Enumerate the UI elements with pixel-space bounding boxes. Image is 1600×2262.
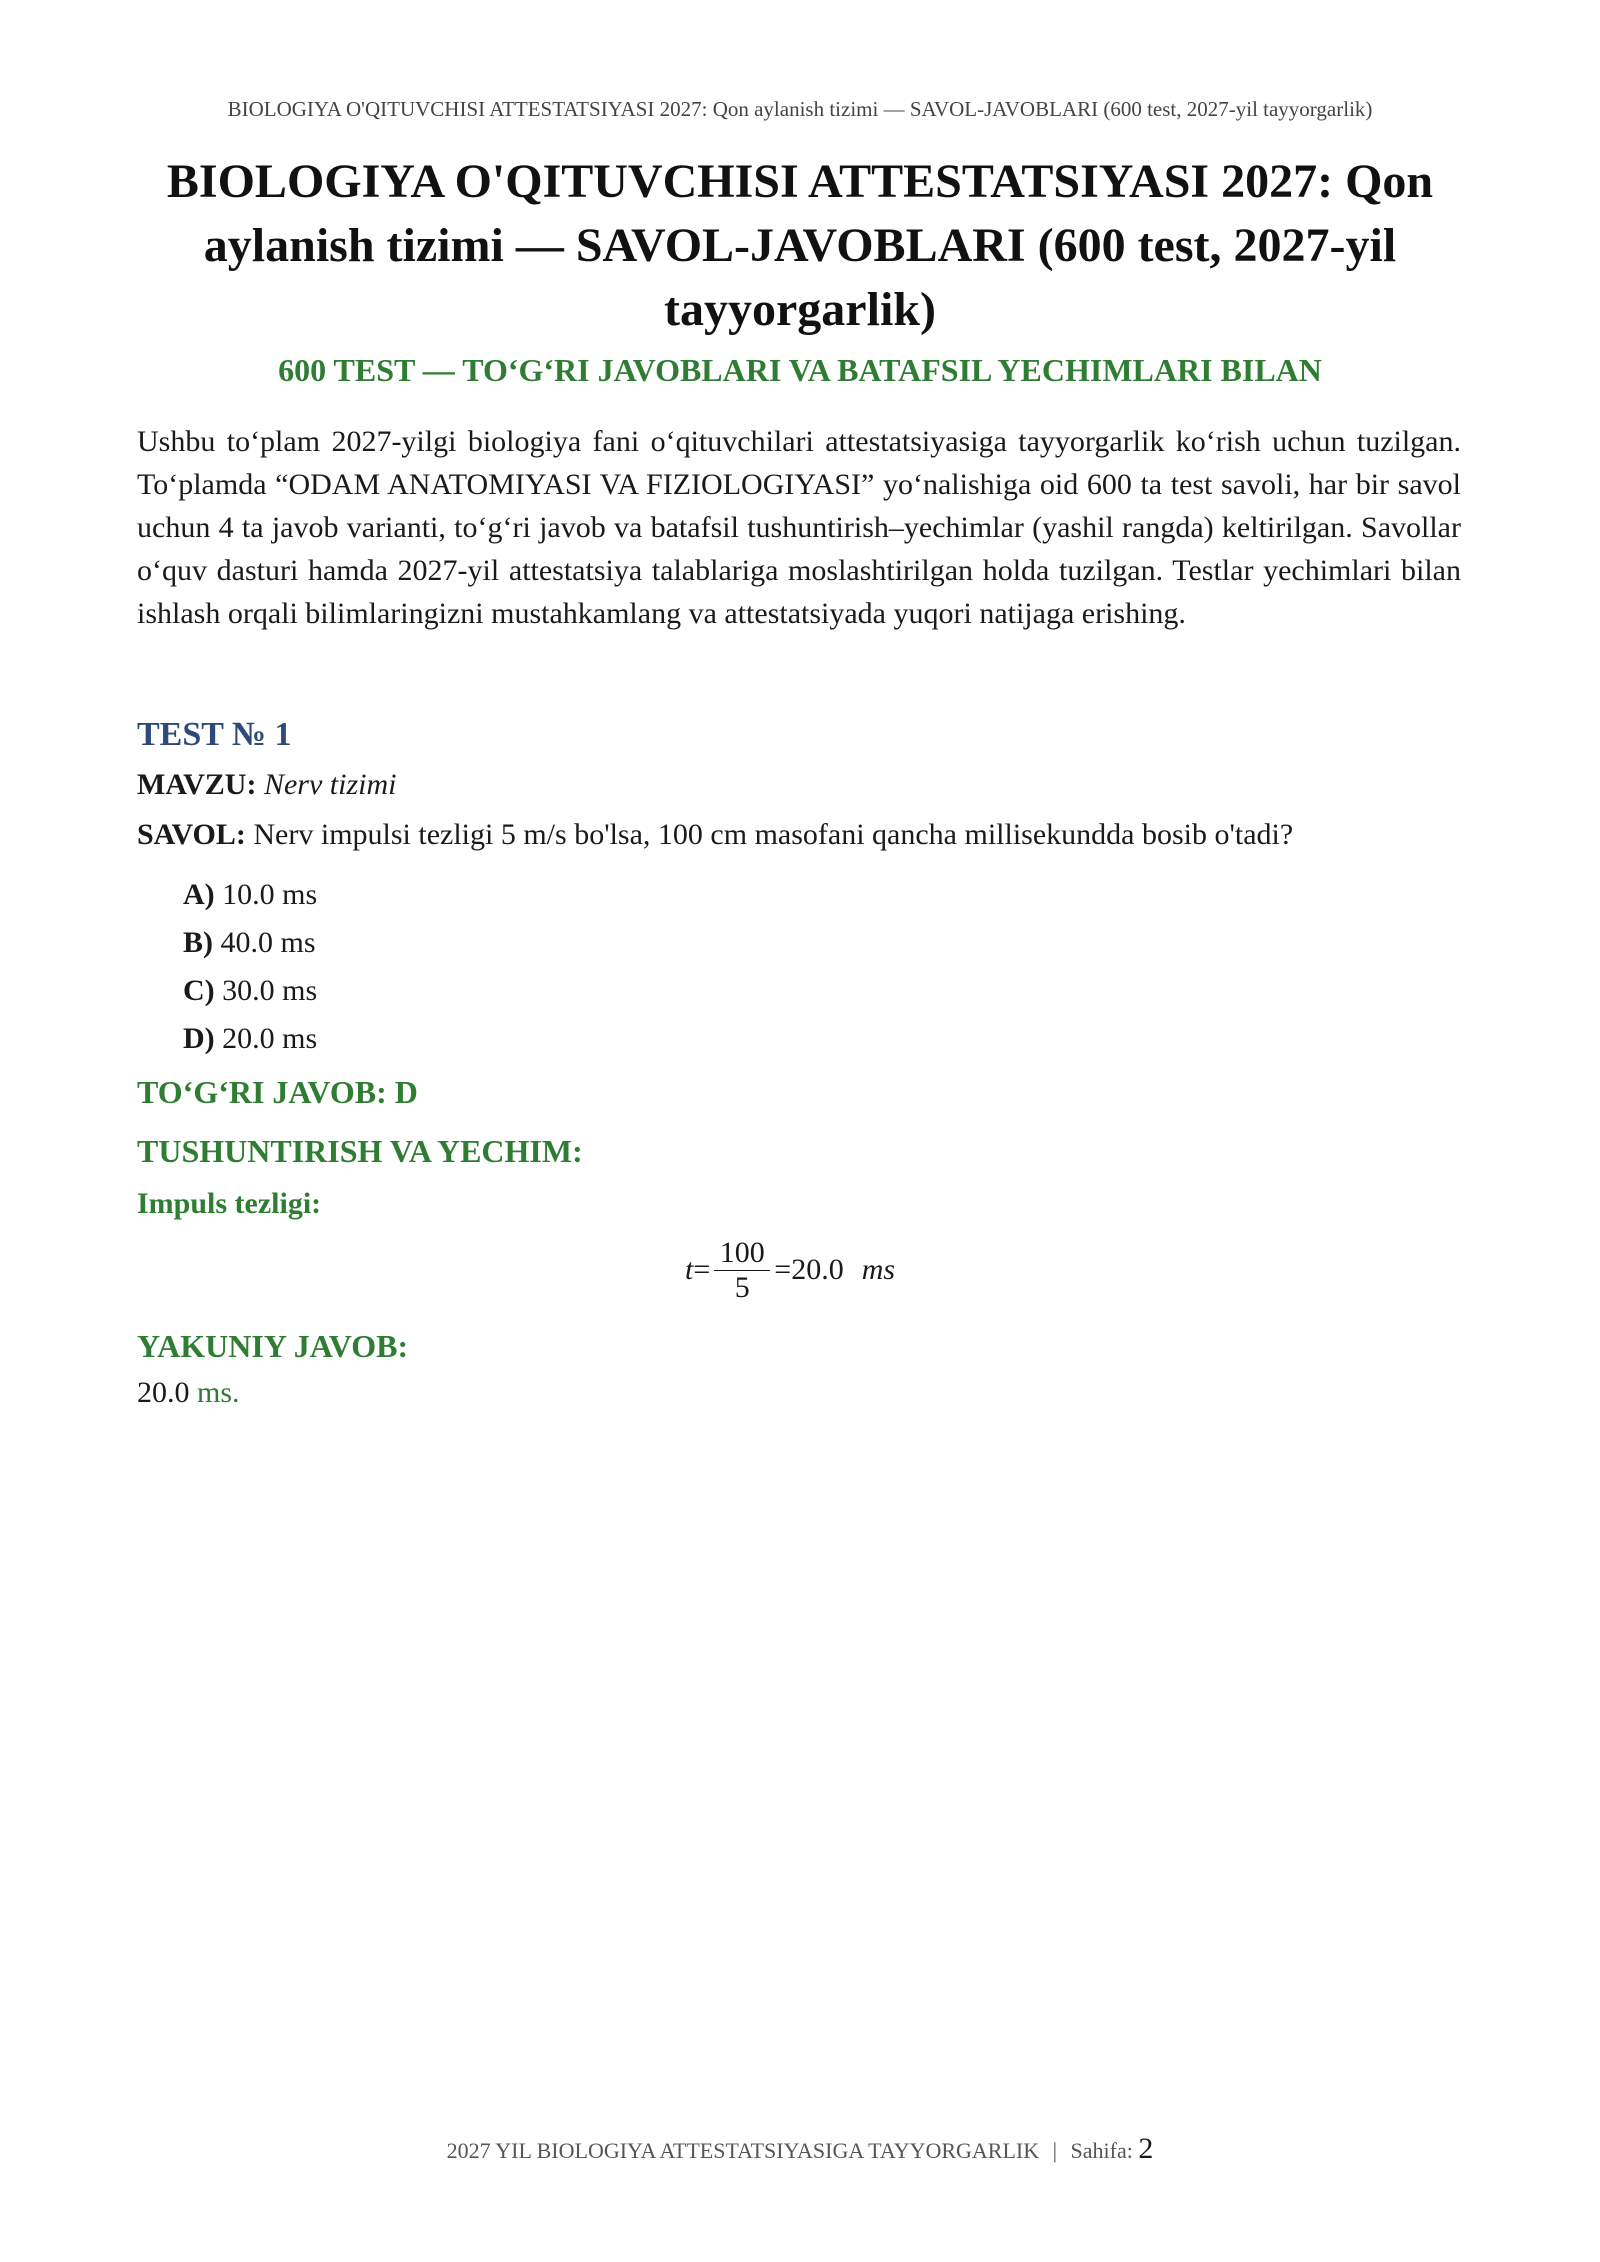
option-a — [183, 875, 317, 915]
question-line — [137, 815, 1293, 855]
formula-fraction — [714, 1236, 770, 1305]
document-subtitle: 600 TEST — TO‘G‘RI JAVOBLARI VA BATAFSIL YECHIMLARI BILAN — [278, 352, 1322, 388]
option-letter: B) — [183, 926, 213, 959]
option-letter: D) — [183, 1022, 215, 1055]
formula-result: 20.0 — [791, 1253, 844, 1286]
formula-unit: ms — [861, 1253, 896, 1286]
topic-line — [137, 765, 396, 805]
formula — [685, 1230, 895, 1310]
test-heading: TEST № 1 — [137, 716, 292, 753]
final-answer — [137, 1373, 240, 1413]
running-header: BIOLOGIYA O'QITUVCHISI ATTESTATSIYASI 2027: Qon aylanish tizimi — SAVOL-JAVOBLARI (600 test, 2027-yil tayyorgarlik) — [227, 97, 1373, 121]
formula-numerator: 100 — [719, 1235, 765, 1269]
document-title: BIOLOGIYA O'QITUVCHISI ATTESTATSIYASI 2027: Qon aylanish tizimi — SAVOL-JAVOBLARI (600 test, 2027-yil tayyorgarlik) — [166, 155, 1434, 336]
final-answer-label: YAKUNIY JAVOB: — [137, 1328, 409, 1364]
topic-label: MAVZU: — [137, 768, 257, 801]
option-text: 20.0 ms — [222, 1022, 318, 1055]
question-text: Nerv impulsi tezligi 5 m/s bo'lsa, 100 cm masofani qancha millisekundda bosib o'tadi? — [253, 818, 1294, 851]
formula-variable: t — [685, 1253, 694, 1286]
option-text: 10.0 ms — [222, 878, 318, 911]
formula-denominator: 5 — [734, 1270, 750, 1304]
option-letter: C) — [183, 974, 215, 1007]
explanation-label: Impuls tezligi: — [137, 1187, 322, 1220]
option-c — [183, 971, 317, 1011]
correct-answer: TO‘G‘RI JAVOB: D — [137, 1074, 418, 1110]
footer-text: 2027 YIL BIOLOGIYA ATTESTATSIYASIGA TAYYORGARLIK — [446, 2138, 1040, 2163]
option-letter: A) — [183, 878, 215, 911]
option-text: 40.0 ms — [220, 926, 316, 959]
option-d — [183, 1019, 317, 1059]
final-answer-value: 20.0 — [137, 1376, 190, 1409]
formula-equals-2: = — [774, 1253, 792, 1286]
option-text: 30.0 ms — [222, 974, 318, 1007]
question-label: SAVOL: — [137, 818, 246, 851]
explanation-heading: TUSHUNTIRISH VA YECHIM: — [137, 1133, 583, 1169]
page-footer — [180, 2132, 1420, 2168]
final-answer-unit: ms. — [197, 1376, 240, 1409]
intro-paragraph: Ushbu to‘plam 2027-yilgi biologiya fani o‘qituvchilari attestatsiyasiga tayyorgarlik ko‘rish uchun tuzilgan. To‘plamda “ODAM ANATOMIYASI VA FIZIOLOGIYASI” yo‘nalishiga oid 600 ta test savoli, har bir savol uchun 4 ta javob varianti, to‘g‘ri javob va batafsil tushuntirish–yechimlar (yashil rangda) keltirilgan. Savollar o‘quv dasturi hamda 2027-yil attestatsiya talablariga moslashtirilgan holda tuzilgan. Testlar yechimlari bilan ishlash orqali bilimlaringizni mustahkamlang va attestatsiyada yuqori natijaga erishing. — [137, 425, 1461, 630]
footer-separator: | — [1052, 2138, 1058, 2163]
page-label: Sahifa: — [1070, 2138, 1133, 2163]
page-number: 2 — [1138, 2132, 1154, 2165]
formula-equals: = — [693, 1253, 711, 1286]
topic-value: Nerv tizimi — [263, 768, 397, 801]
option-b — [183, 923, 316, 963]
